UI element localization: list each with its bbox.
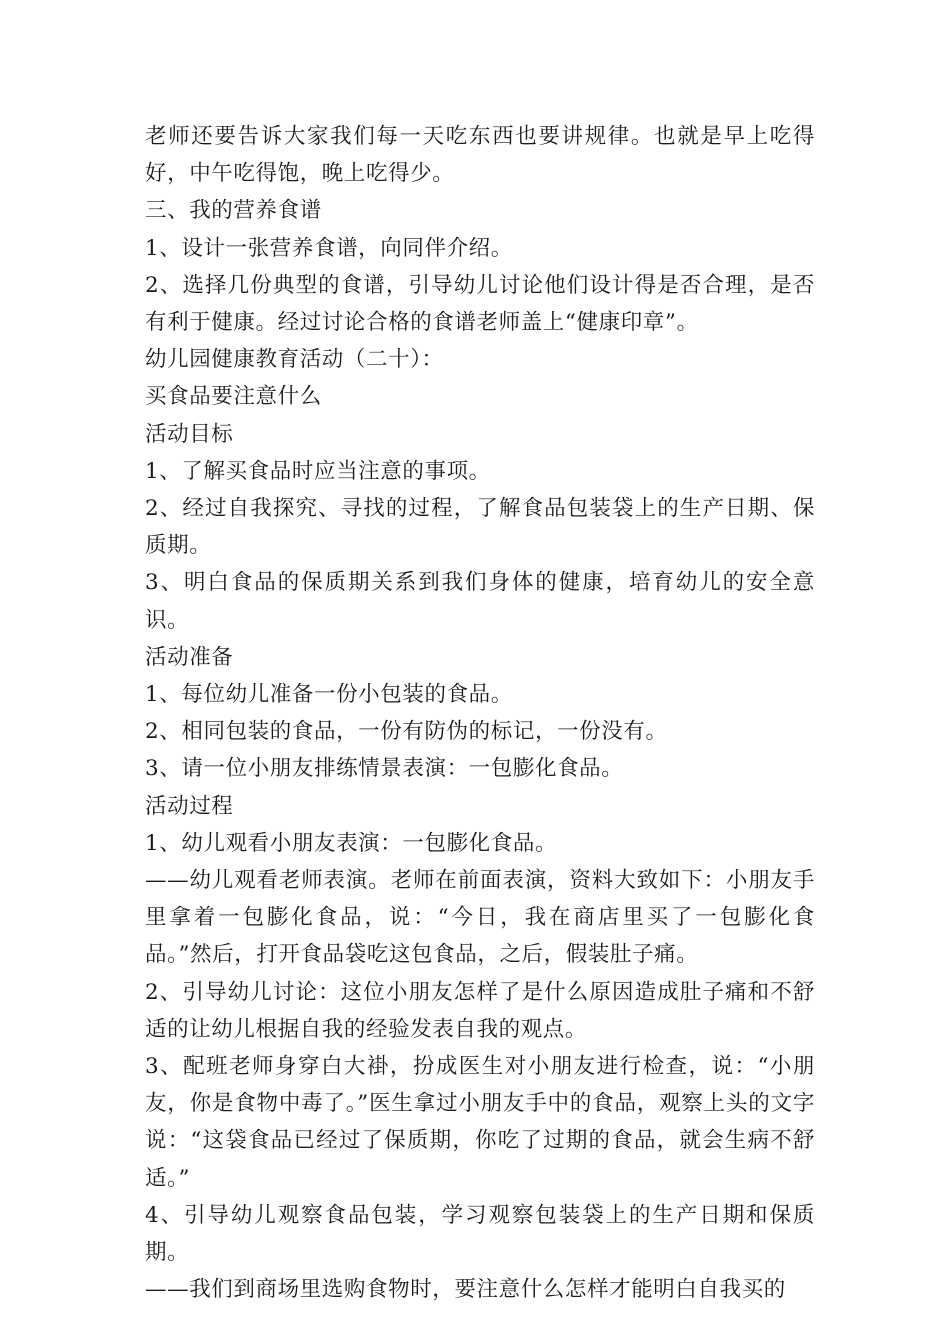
- paragraph: ——幼儿观看老师表演。老师在前面表演，资料大致如下：小朋友手里拿着一包膨化食品，说：“今日，我在商店里买了一包膨化食品。”然后，打开食品袋吃这包食品，之后，假装肚子痛。: [145, 868, 815, 968]
- list-item: 2、相同包装的食品，一份有防伪的标记，一份没有。: [145, 719, 668, 745]
- section-heading: 活动准备: [145, 644, 234, 670]
- list-item: 2、引导幼儿讨论：这位小朋友怎样了是什么原因造成肚子痛和不舒适的让幼儿根据自我的经验发表自我的观点。: [145, 979, 815, 1042]
- list-item: 2、经过自我探究、寻找的过程，了解食品包装袋上的生产日期、保质期。: [145, 496, 815, 559]
- activity-subtitle: 买食品要注意什么: [145, 384, 322, 410]
- list-item: 4、引导幼儿观察食品包装，学习观察包装袋上的生产日期和保质期。: [145, 1202, 815, 1266]
- list-item: 3、明白食品的保质期关系到我们身体的健康，培育幼儿的安全意识。: [145, 570, 815, 633]
- paragraph: ——我们到商场里选购食物时，要注意什么怎样才能明白自我买的: [145, 1277, 786, 1303]
- list-item: 1、设计一张营养食谱，向同伴介绍。: [145, 235, 513, 261]
- list-item: 3、请一位小朋友排练情景表演：一包膨化食品。: [145, 756, 624, 782]
- section-heading: 活动目标: [145, 421, 234, 447]
- section-heading: 三、我的营养食谱: [145, 198, 322, 224]
- list-item: 1、了解买食品时应当注意的事项。: [145, 458, 491, 484]
- document-body: [145, 118, 815, 1309]
- paragraph: 老师还要告诉大家我们每一天吃东西也要讲规律。也就是早上吃得好，中午吃得饱，晚上吃得少。: [145, 124, 815, 187]
- section-heading: 活动过程: [145, 793, 234, 819]
- list-item: 2、选择几份典型的食谱，引导幼儿讨论他们设计得是否合理，是否有利于健康。经过讨论合格的食谱老师盖上“健康印章”。: [145, 272, 815, 336]
- activity-title: 幼儿园健康教育活动（二十）：: [145, 347, 444, 373]
- list-item: 3、配班老师身穿白大褂，扮成医生对小朋友进行检查，说：“小朋友，你是食物中毒了。”医生拿过小朋友手中的食品，观察上头的文字说：“这袋食品已经过了保质期，你吃了过期的食品，就会生病不舒适。”: [145, 1054, 815, 1191]
- list-item: 1、每位幼儿准备一份小包装的食品。: [145, 682, 513, 708]
- list-item: 1、幼儿观看小朋友表演：一包膨化食品。: [145, 830, 558, 856]
